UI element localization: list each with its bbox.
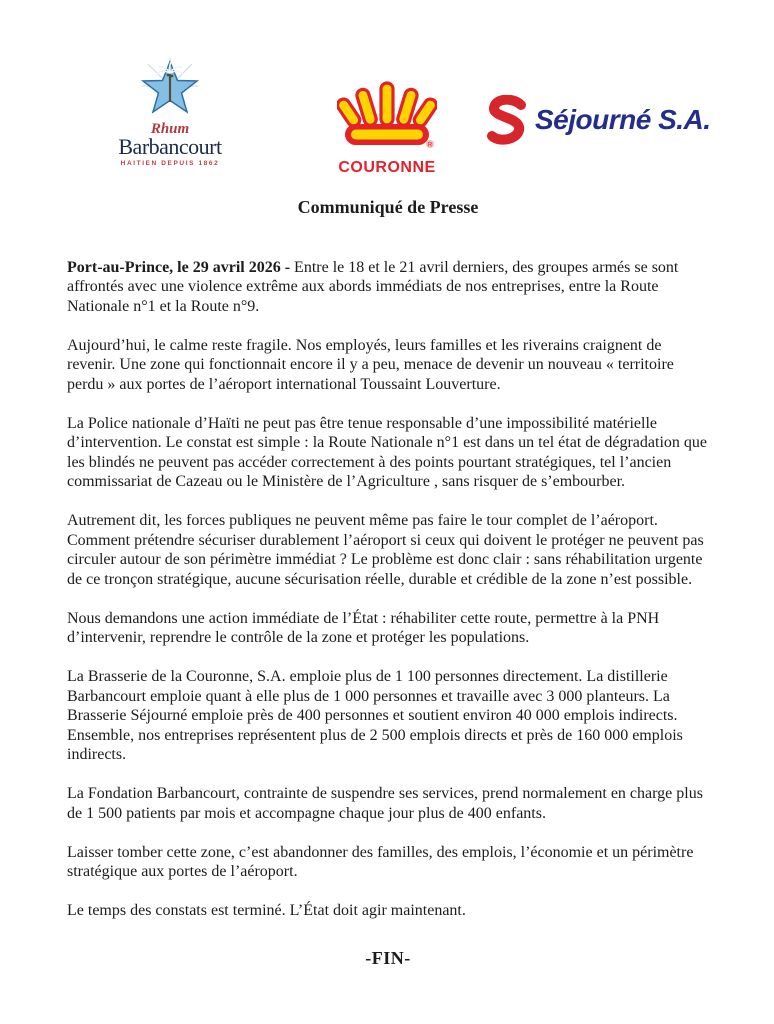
logo-row bbox=[0, 55, 774, 180]
couronne-logo bbox=[337, 77, 437, 177]
paragraph-airport: Autrement dit, les forces publiques ne peuvent même pas faire le tour complet de l’aéroport. Comment prétendre sécuriser durablement l’aéroport si ceux qui doivent le protéger ne peuvent pas circuler autour de son périmètre immédiat ? Le problème est donc clair : sans réhabilitation urgente de ce tronçon stratégique, aucune sécurisation réelle, durable et crédible de la zone n’est possible. bbox=[67, 512, 704, 588]
press-release-body bbox=[67, 198, 709, 968]
couronne-registered-mark: R bbox=[427, 142, 433, 149]
paragraph-abandon: Laisser tomber cette zone, c’est abandonner des familles, des emplois, l’économie et un périmètre stratégique aux portes de l’aéroport. bbox=[67, 843, 694, 880]
paragraph-emplois: La Brasserie de la Couronne, S.A. emploie plus de 1 100 personnes directement. La distillerie Barbancourt emploie quant à elle plus de 1 000 personnes et travaille avec 3 000 planteurs. La Brasserie Séjourné emploie près de 400 personnes et soutient environ 40 000 emplois indirects. Ensemble, nos entreprises représentent plus de 2 500 emplois directs et près de 160 000 emplois indirects. bbox=[67, 668, 683, 763]
barbancourt-brand-name: Barbancourt bbox=[118, 134, 222, 159]
sejourne-logo bbox=[487, 95, 711, 145]
paragraph-police: La Police nationale d’Haïti ne peut pas être tenue responsable d’une impossibilité matérielle d’intervention. Le constat est simple : la Route Nationale n°1 est dans un tel état de dégradation que les blindés ne peuvent pas accéder correctement à des points pourtant stratégiques, tel l’ancien commissariat de Cazeau ou le Ministère de l’Agriculture , sans risquer de s’embourber. bbox=[67, 414, 707, 490]
sejourne-s-icon bbox=[487, 95, 527, 145]
paragraph-demande: Nous demandons une action immédiate de l’État : réhabiliter cette route, permettre à la PNH d’intervenir, reprendre le contrôle de la zone et protéger les populations. bbox=[67, 609, 660, 646]
couronne-crown-icon bbox=[337, 77, 437, 153]
paragraph-situation: Aujourd’hui, le calme reste fragile. Nos employés, leurs familles et les riverains craignent de revenir. Une zone qui fonctionnait encore il y a peu, menace de devenir un nouveau « territoire perdu » aux portes de l’aéroport international Toussaint Louverture. bbox=[67, 336, 674, 393]
barbancourt-star-icon bbox=[138, 58, 202, 120]
barbancourt-tagline: HAITIEN DEPUIS 1862 bbox=[120, 160, 220, 167]
sejourne-brand-name: Séjourné S.A. bbox=[535, 104, 711, 135]
dateline: Port-au-Prince, le 29 avril 2026 - bbox=[67, 258, 291, 276]
barbancourt-script-word: Rhum bbox=[150, 121, 190, 137]
fin-marker: -FIN- bbox=[365, 947, 411, 968]
paragraph-intro: Port-au-Prince, le 29 avril 2026 - Entre le 18 et le 21 avril derniers, des groupes armés se sont affrontés avec une violence extrême aux abords immédiats de nos entreprises, entre la Route Nationale n°1 et la Route n°9. bbox=[67, 258, 679, 315]
barbancourt-logo bbox=[100, 58, 240, 167]
paragraph-fondation: La Fondation Barbancourt, contrainte de suspendre ses services, prend normalement en charge plus de 1 500 patients par mois et accompagne chaque jour plus de 400 enfants. bbox=[67, 785, 703, 822]
page-title: Communiqué de Presse bbox=[297, 197, 479, 217]
paragraph-conclusion: Le temps des constats est terminé. L’État doit agir maintenant. bbox=[67, 902, 466, 919]
couronne-brand-name: COURONNE bbox=[338, 159, 436, 176]
